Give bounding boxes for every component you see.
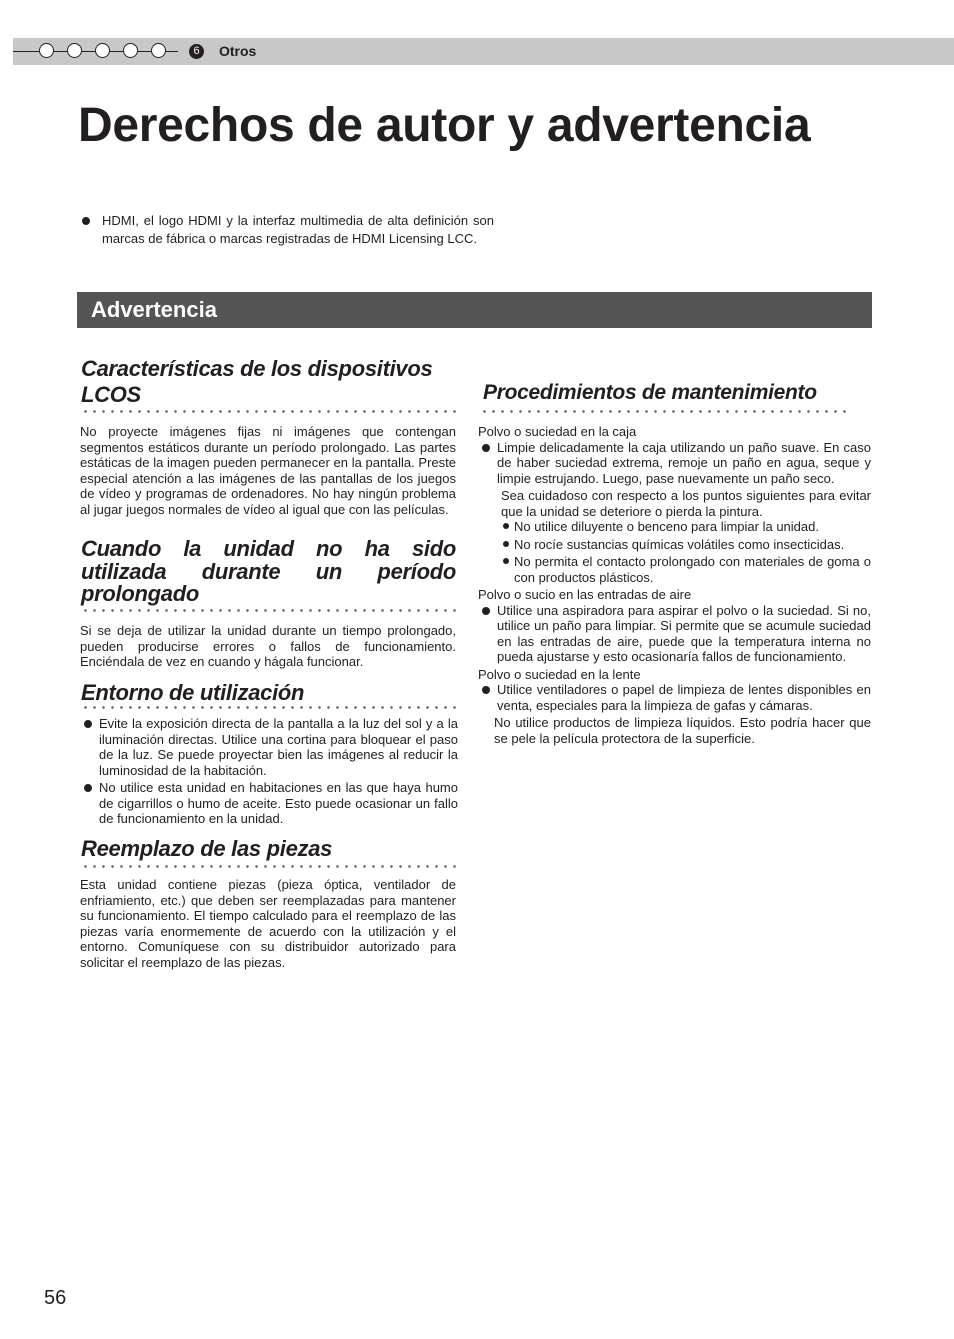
section-banner [77, 292, 872, 328]
lens-list [478, 682, 871, 713]
lcos-text [80, 424, 456, 517]
parts-text [80, 877, 456, 970]
chapter-circle-2 [67, 43, 82, 58]
lcos-heading: Características de los dispositivos LCOS [81, 356, 433, 407]
environment-heading-divider [81, 706, 456, 709]
environment-list-block [80, 716, 458, 829]
environment-list [80, 716, 458, 827]
case-note: Sea cuidadoso con respecto a los puntos siguientes para evitar que la unidad se deteriore o pierda la pintura. [501, 488, 871, 519]
vent-label: Polvo o sucio en las entradas de aire [478, 587, 692, 602]
vent-list [478, 603, 871, 665]
section-banner-title: Advertencia [91, 297, 217, 322]
unused-heading-divider [81, 609, 456, 612]
unused-heading-text: Cuando la unidad no ha sido utilizada durante un período prolongado [81, 536, 456, 606]
chapter-circle-3 [95, 43, 110, 58]
unused-paragraph: Si se deja de utilizar la unidad durante un tiempo prolongado, pueden producirse errores o fallos de funcionamiento. Enciéndala de vez en cuando y hágala funcionar. [80, 623, 456, 669]
chapter-circle-5 [151, 43, 166, 58]
case-item: Limpie delicadamente la caja utilizando un paño suave. En caso de haber suciedad extrema, remoje un paño en agua, seque y limpie estrujando. Luego, pase nuevamente un paño seco. [478, 440, 871, 487]
lcos-heading-divider [81, 410, 456, 413]
parts-paragraph: Esta unidad contiene piezas (pieza óptica, ventilador de enfriamiento, etc.) que deben ser reemplazadas para mantener su funcionamiento. El tiempo calculado para el reemplazo de las piezas varía enormemente de acuerdo con la utilización y el entorno. Comuníquese con su distribuidor autorizado para solicitar el reemplazo de las piezas. [80, 877, 456, 970]
maintenance-heading: Procedimientos de mantenimiento [483, 381, 817, 404]
case-sublist-wrap [478, 519, 871, 585]
environment-item: No utilice esta unidad en habitaciones en las que haya humo de cigarrillos o humo de aceite. Esto puede ocasionar un fallo de funcionamiento en la unidad. [80, 780, 458, 827]
chapter-circle-4 [123, 43, 138, 58]
environment-item: Evite la exposición directa de la pantalla a la luz del sol y a la iluminación directas. Utilice una cortina para bloquear el paso de la luz. Se puede proyectar bien las imágenes al reducir la luminosidad de la habitación. [80, 716, 458, 778]
lens-label: Polvo o suciedad en la lente [478, 666, 641, 682]
chapter-header-bar [13, 38, 954, 65]
chapter-circle-1 [39, 43, 54, 58]
hdmi-trademark-note [80, 212, 494, 248]
environment-heading: Entorno de utilización [81, 680, 305, 705]
vent-item: Utilice una aspiradora para aspirar el polvo o la suciedad. Si no, utilice un paño para limpiar. Si permite que se acumule suciedad en las entradas de aire, puede que la temperatura interna no pueda ajustarse y esto ocasionaría fallos de funcionamiento. [478, 603, 871, 665]
hdmi-note-text: HDMI, el logo HDMI y la interfaz multimedia de alta definición son marcas de fábrica o marcas registradas de HDMI Licensing LCC. [102, 213, 494, 246]
parts-heading: Reemplazo de las piezas [81, 836, 333, 861]
lcos-paragraph: No proyecte imágenes fijas ni imágenes que contengan segmentos estáticos durante un período prolongado. Las partes estáticas de la imagen pueden permanecer en la pantalla. Preste especial atención a las imágenes de las pantallas de los juegos de vídeo y programas de ordenadores. No hay ningún problema al jugar juegos normales de vídeo al igual que con las películas. [80, 424, 456, 517]
unused-heading [81, 538, 456, 606]
maintenance-body [478, 424, 871, 746]
chapter-number-badge: 6 [189, 44, 204, 59]
case-subitem: No permita el contacto prolongado con materiales de goma o con productos plásticos. [501, 554, 871, 585]
unused-text [80, 623, 456, 670]
lens-item: Utilice ventiladores o papel de limpieza de lentes disponibles en venta, especiales para la limpieza de gafas y cámaras. [478, 682, 871, 713]
page-number: 56 [44, 1287, 67, 1309]
case-label: Polvo o suciedad en la caja [478, 424, 637, 439]
parts-heading-divider [81, 865, 456, 868]
case-list [478, 440, 871, 487]
page-title: Derechos de autor y advertencia [78, 99, 811, 152]
case-sublist [501, 519, 871, 585]
case-subitem: No utilice diluyente o benceno para limpiar la unidad. [501, 519, 871, 535]
maintenance-heading-divider [480, 410, 852, 413]
chapter-title: Otros [219, 43, 257, 59]
case-subitem: No rocíe sustancias químicas volátiles como insecticidas. [501, 537, 871, 553]
lens-note: No utilice productos de limpieza líquidos. Esto podría hacer que se pele la película protectora de la superficie. [494, 715, 871, 746]
